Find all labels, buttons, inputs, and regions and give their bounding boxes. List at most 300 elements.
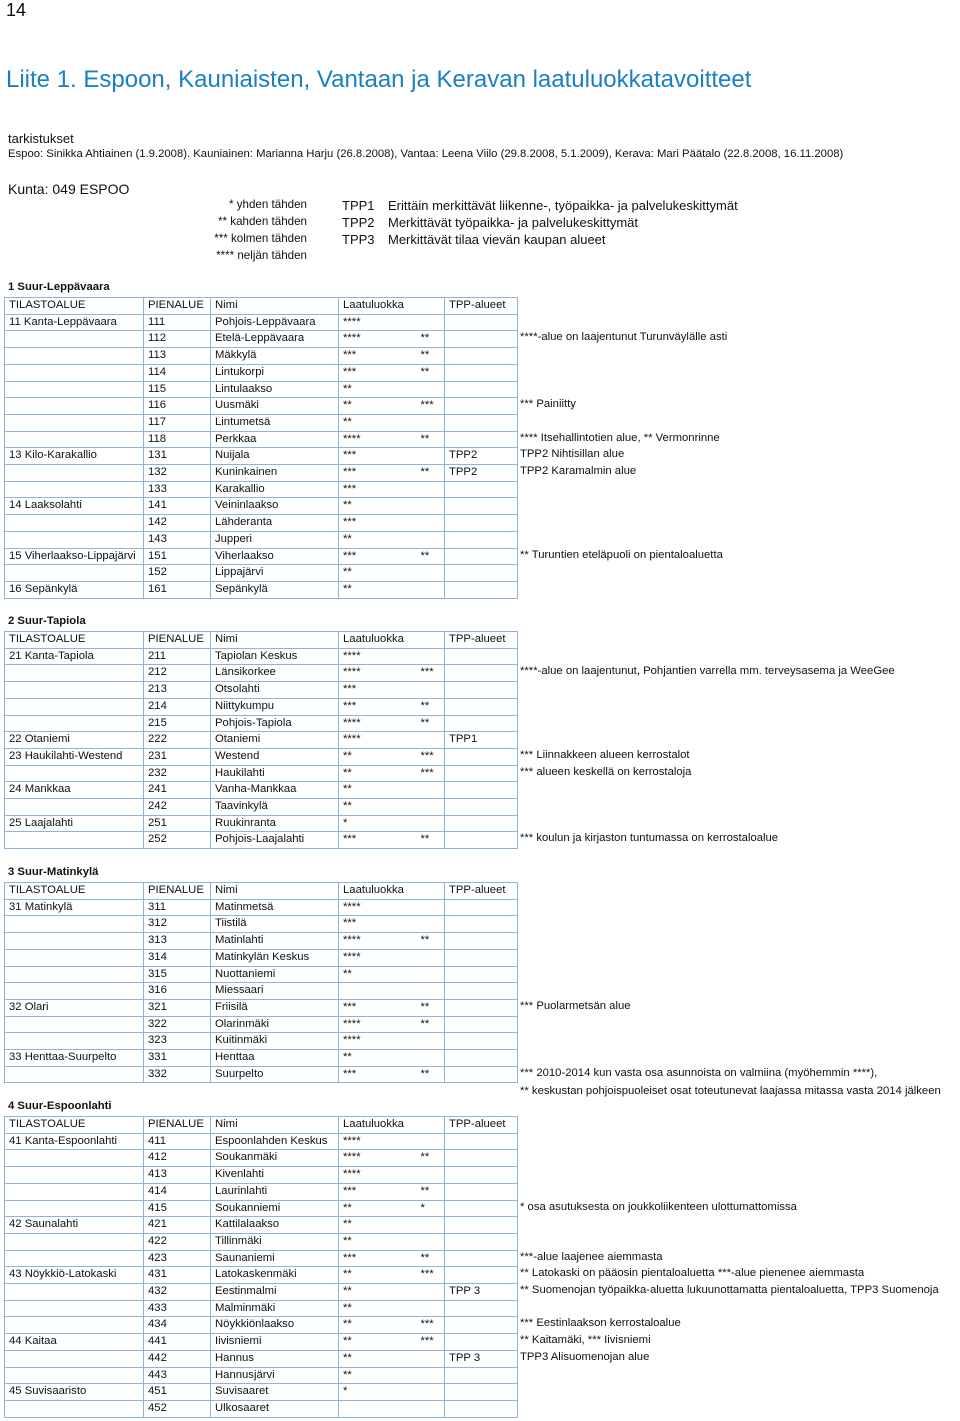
region-title: 2 Suur-Tapiola <box>8 615 86 627</box>
quality-cell: ** <box>339 782 417 799</box>
name-cell: Soukanniemi <box>211 1200 339 1217</box>
pienalue-cell: 316 <box>144 983 211 1000</box>
pienalue-cell: 115 <box>144 381 211 398</box>
tpp-cell <box>445 431 518 448</box>
tilastoalue-cell <box>5 381 144 398</box>
quality-cell: ** <box>339 581 417 598</box>
tilastoalue-cell <box>5 983 144 1000</box>
tilastoalue-cell <box>5 765 144 782</box>
quality2-cell <box>417 581 445 598</box>
table-row <box>5 364 518 381</box>
pienalue-cell: 315 <box>144 966 211 983</box>
quality2-cell <box>417 648 445 665</box>
tpp-cell <box>445 1150 518 1167</box>
name-cell: Matinlahti <box>211 933 339 950</box>
region-table <box>4 1116 518 1418</box>
name-cell: Nuottaniemi <box>211 966 339 983</box>
pienalue-cell: 431 <box>144 1267 211 1284</box>
quality-cell: ** <box>339 1284 417 1301</box>
tilastoalue-cell <box>5 1150 144 1167</box>
tilastoalue-cell <box>5 431 144 448</box>
legend-star-3: *** kolmen tähden <box>214 232 307 245</box>
tilastoalue-cell <box>5 348 144 365</box>
name-cell: Mäkkylä <box>211 348 339 365</box>
quality2-cell <box>417 565 445 582</box>
table-row <box>5 1334 518 1351</box>
name-cell: Suurpelto <box>211 1066 339 1083</box>
name-cell: Miessaari <box>211 983 339 1000</box>
tilastoalue-cell: 31 Matinkylä <box>5 899 144 916</box>
pienalue-cell: 331 <box>144 1050 211 1067</box>
row-note: TPP2 Nihtisillan alue <box>520 448 625 461</box>
pienalue-cell: 113 <box>144 348 211 365</box>
name-cell: Tiistilä <box>211 916 339 933</box>
table-row <box>5 933 518 950</box>
name-cell: Laurinlahti <box>211 1183 339 1200</box>
quality-cell: *** <box>339 916 417 933</box>
name-cell: Ruukinranta <box>211 815 339 832</box>
pienalue-cell: 231 <box>144 748 211 765</box>
quality-cell: **** <box>339 732 417 749</box>
legend-tpp3-code: TPP3 <box>342 232 375 247</box>
pienalue-cell: 114 <box>144 364 211 381</box>
name-cell: Latokaskenmäki <box>211 1267 339 1284</box>
name-cell: Lintukorpi <box>211 364 339 381</box>
quality2-cell <box>417 1167 445 1184</box>
quality-cell: **** <box>339 1150 417 1167</box>
pienalue-cell: 452 <box>144 1400 211 1417</box>
tpp-cell <box>445 1384 518 1401</box>
quality-cell: *** <box>339 364 417 381</box>
name-cell: Tillinmäki <box>211 1233 339 1250</box>
tpp-cell <box>445 1334 518 1351</box>
tilastoalue-cell <box>5 1066 144 1083</box>
header-cell: Laatuluokka <box>339 883 417 900</box>
quality2-cell <box>417 682 445 699</box>
quality-cell: ** <box>339 748 417 765</box>
quality2-cell <box>417 1384 445 1401</box>
name-cell: Olarinmäki <box>211 1016 339 1033</box>
header-cell <box>417 298 445 315</box>
table-row <box>5 1133 518 1150</box>
pienalue-cell: 152 <box>144 565 211 582</box>
tilastoalue-cell: 41 Kanta-Espoonlahti <box>5 1133 144 1150</box>
table-row <box>5 548 518 565</box>
pienalue-cell: 215 <box>144 715 211 732</box>
name-cell: Sepänkylä <box>211 581 339 598</box>
tpp-cell <box>445 1367 518 1384</box>
tpp-cell <box>445 899 518 916</box>
tpp-cell <box>445 1133 518 1150</box>
quality-cell: **** <box>339 331 417 348</box>
tilastoalue-cell: 24 Mankkaa <box>5 782 144 799</box>
quality-cell: ** <box>339 1350 417 1367</box>
pienalue-cell: 443 <box>144 1367 211 1384</box>
tilastoalue-cell: 13 Kilo-Karakallio <box>5 448 144 465</box>
pienalue-cell: 232 <box>144 765 211 782</box>
table-row <box>5 331 518 348</box>
tpp-cell <box>445 414 518 431</box>
pienalue-cell: 313 <box>144 933 211 950</box>
quality2-cell <box>417 498 445 515</box>
quality-cell: *** <box>339 348 417 365</box>
quality2-cell: *** <box>417 398 445 415</box>
table-row <box>5 1167 518 1184</box>
header-cell: Nimi <box>211 298 339 315</box>
name-cell: Haukilahti <box>211 765 339 782</box>
pienalue-cell: 414 <box>144 1183 211 1200</box>
quality-cell: *** <box>339 548 417 565</box>
pienalue-cell: 433 <box>144 1300 211 1317</box>
legend-star-1: * yhden tähden <box>228 198 307 211</box>
header-cell: TPP-alueet <box>445 1117 518 1134</box>
tilastoalue-cell <box>5 1233 144 1250</box>
tilastoalue-cell: 42 Saunalahti <box>5 1217 144 1234</box>
table-row <box>5 565 518 582</box>
pienalue-cell: 411 <box>144 1133 211 1150</box>
table-row <box>5 1250 518 1267</box>
header-cell: TILASTOALUE <box>5 883 144 900</box>
table-row <box>5 1317 518 1334</box>
table-row <box>5 515 518 532</box>
quality2-cell <box>417 448 445 465</box>
table-row <box>5 1367 518 1384</box>
quality-cell <box>339 1400 417 1417</box>
name-cell: Pohjois-Tapiola <box>211 715 339 732</box>
quality-cell: ** <box>339 1233 417 1250</box>
quality2-cell <box>417 732 445 749</box>
pienalue-cell: 311 <box>144 899 211 916</box>
tpp-cell <box>445 581 518 598</box>
quality-cell: *** <box>339 1250 417 1267</box>
table-row <box>5 815 518 832</box>
quality-cell: ** <box>339 1050 417 1067</box>
tpp-cell <box>445 1050 518 1067</box>
pienalue-cell: 133 <box>144 481 211 498</box>
page-number: 14 <box>6 0 27 20</box>
tpp-cell <box>445 314 518 331</box>
table-row <box>5 899 518 916</box>
table-row <box>5 1033 518 1050</box>
pienalue-cell: 321 <box>144 999 211 1016</box>
pienalue-cell: 451 <box>144 1384 211 1401</box>
name-cell: Espoonlahden Keskus <box>211 1133 339 1150</box>
quality-cell: *** <box>339 465 417 482</box>
quality-cell: *** <box>339 832 417 849</box>
row-note: * osa asutuksesta on joukkoliikenteen ulottumattomissa <box>520 1200 797 1213</box>
name-cell: Etelä-Leppävaara <box>211 331 339 348</box>
row-note: ** Latokaski on pääosin pientaloaluetta ***-alue pienenee aiemmasta <box>520 1267 865 1280</box>
tilastoalue-cell <box>5 531 144 548</box>
row-note: *** Painiitty <box>520 398 576 411</box>
tpp-cell <box>445 531 518 548</box>
row-note: ** Turuntien eteläpuoli on pientaloaluetta <box>520 548 723 561</box>
tpp-cell <box>445 498 518 515</box>
name-cell: Saunaniemi <box>211 1250 339 1267</box>
pienalue-cell: 422 <box>144 1233 211 1250</box>
tpp-cell <box>445 364 518 381</box>
row-note: ****-alue on laajentunut, Pohjantien varrella mm. terveysasema ja WeeGee <box>520 665 895 678</box>
region-table <box>4 882 518 1083</box>
tilastoalue-cell <box>5 515 144 532</box>
tpp-cell <box>445 398 518 415</box>
name-cell: Soukanmäki <box>211 1150 339 1167</box>
quality-cell: **** <box>339 665 417 682</box>
quality-cell: **** <box>339 1133 417 1150</box>
quality2-cell: *** <box>417 665 445 682</box>
quality-cell: *** <box>339 698 417 715</box>
name-cell: Malminmäki <box>211 1300 339 1317</box>
quality-cell <box>339 983 417 1000</box>
quality-cell: * <box>339 815 417 832</box>
quality-cell: ** <box>339 1217 417 1234</box>
quality2-cell: ** <box>417 1066 445 1083</box>
name-cell: Taavinkylä <box>211 799 339 816</box>
quality2-cell <box>417 1033 445 1050</box>
quality-cell: ** <box>339 1300 417 1317</box>
tilastoalue-cell <box>5 1350 144 1367</box>
tpp-cell <box>445 1267 518 1284</box>
name-cell: Eestinmalmi <box>211 1284 339 1301</box>
tilastoalue-cell <box>5 465 144 482</box>
pienalue-cell: 442 <box>144 1350 211 1367</box>
tpp-cell <box>445 1250 518 1267</box>
legend-tpp3-desc: Merkittävät tilaa vievän kaupan alueet <box>388 232 606 247</box>
table-row <box>5 732 518 749</box>
row-note: ***-alue laajenee aiemmasta <box>520 1250 663 1263</box>
table-row <box>5 1384 518 1401</box>
table-row <box>5 531 518 548</box>
pienalue-cell: 132 <box>144 465 211 482</box>
name-cell: Veininlaakso <box>211 498 339 515</box>
region-title: 4 Suur-Espoonlahti <box>8 1100 112 1112</box>
table-row <box>5 999 518 1016</box>
table-header-row <box>5 1117 518 1134</box>
table-row <box>5 1267 518 1284</box>
tilastoalue-cell <box>5 832 144 849</box>
table-row <box>5 465 518 482</box>
tpp-cell <box>445 1233 518 1250</box>
quality2-cell: *** <box>417 1317 445 1334</box>
tilastoalue-cell <box>5 966 144 983</box>
tpp-cell <box>445 933 518 950</box>
quality2-cell: *** <box>417 1267 445 1284</box>
quality2-cell <box>417 916 445 933</box>
tpp-cell <box>445 916 518 933</box>
pienalue-cell: 112 <box>144 331 211 348</box>
pienalue-cell: 323 <box>144 1033 211 1050</box>
header-cell: Nimi <box>211 1117 339 1134</box>
quality2-cell <box>417 515 445 532</box>
tilastoalue-cell: 32 Olari <box>5 999 144 1016</box>
header-cell: TILASTOALUE <box>5 632 144 649</box>
row-note: ** Kaitamäki, *** Iivisniemi <box>520 1334 651 1347</box>
quality2-cell <box>417 414 445 431</box>
quality2-cell <box>417 983 445 1000</box>
quality2-cell: ** <box>417 348 445 365</box>
table-row <box>5 715 518 732</box>
table-row <box>5 431 518 448</box>
tilastoalue-cell <box>5 1167 144 1184</box>
name-cell: Viherlaakso <box>211 548 339 565</box>
tilastoalue-cell: 45 Suvisaaristo <box>5 1384 144 1401</box>
tilastoalue-cell <box>5 331 144 348</box>
pienalue-cell: 312 <box>144 916 211 933</box>
quality2-cell <box>417 1233 445 1250</box>
table-row <box>5 1400 518 1417</box>
pienalue-cell: 413 <box>144 1167 211 1184</box>
table-row <box>5 949 518 966</box>
table-row <box>5 1016 518 1033</box>
pienalue-cell: 117 <box>144 414 211 431</box>
tilastoalue-cell: 16 Sepänkylä <box>5 581 144 598</box>
header-cell: PIENALUE <box>144 1117 211 1134</box>
tilastoalue-cell: 25 Laajalahti <box>5 815 144 832</box>
tpp-cell <box>445 949 518 966</box>
tpp-cell <box>445 665 518 682</box>
name-cell: Kattilalaakso <box>211 1217 339 1234</box>
table-header-row <box>5 632 518 649</box>
tilastoalue-cell <box>5 364 144 381</box>
row-note: ** Suomenojan työpaikka-aluetta lukuunottamatta pientaloaluetta, TPP3 Suomenoja <box>520 1284 939 1296</box>
row-note: **** Itsehallintotien alue, ** Vermonrinne <box>520 431 720 444</box>
name-cell: Lähderanta <box>211 515 339 532</box>
pienalue-cell: 141 <box>144 498 211 515</box>
quality-cell: *** <box>339 448 417 465</box>
name-cell: Jupperi <box>211 531 339 548</box>
row-note: *** Puolarmetsän alue <box>520 999 631 1012</box>
quality2-cell <box>417 1284 445 1301</box>
pienalue-cell: 434 <box>144 1317 211 1334</box>
quality2-cell <box>417 899 445 916</box>
header-cell: Nimi <box>211 632 339 649</box>
table-row <box>5 448 518 465</box>
tpp-cell <box>445 548 518 565</box>
quality2-cell: ** <box>417 548 445 565</box>
header-cell: Laatuluokka <box>339 1117 417 1134</box>
pienalue-cell: 211 <box>144 648 211 665</box>
quality-cell: ** <box>339 966 417 983</box>
quality-cell: *** <box>339 1066 417 1083</box>
pienalue-cell: 415 <box>144 1200 211 1217</box>
tpp-cell <box>445 715 518 732</box>
quality-cell: ** <box>339 498 417 515</box>
pienalue-cell: 212 <box>144 665 211 682</box>
quality2-cell <box>417 949 445 966</box>
table-row <box>5 1066 518 1083</box>
quality-cell: ** <box>339 1367 417 1384</box>
quality-cell: ** <box>339 1200 417 1217</box>
table-row <box>5 1233 518 1250</box>
tilastoalue-cell <box>5 1284 144 1301</box>
pienalue-cell: 161 <box>144 581 211 598</box>
header-cell: TPP-alueet <box>445 883 518 900</box>
name-cell: Kuninkainen <box>211 465 339 482</box>
name-cell: Niittykumpu <box>211 698 339 715</box>
tpp-cell <box>445 748 518 765</box>
quality-cell: **** <box>339 1016 417 1033</box>
tilastoalue-cell <box>5 1367 144 1384</box>
pienalue-cell: 421 <box>144 1217 211 1234</box>
legend-tpp1-code: TPP1 <box>342 198 375 213</box>
name-cell: Otsolahti <box>211 682 339 699</box>
quality2-cell: *** <box>417 748 445 765</box>
pienalue-cell: 412 <box>144 1150 211 1167</box>
name-cell: Karakallio <box>211 481 339 498</box>
quality2-cell <box>417 531 445 548</box>
name-cell: Lintulaakso <box>211 381 339 398</box>
row-note: *** Eestinlaakson kerrostaloalue <box>520 1317 681 1330</box>
pienalue-cell: 432 <box>144 1284 211 1301</box>
quality2-cell <box>417 1300 445 1317</box>
pienalue-cell: 441 <box>144 1334 211 1351</box>
quality2-cell <box>417 481 445 498</box>
tilastoalue-cell: 44 Kaitaa <box>5 1334 144 1351</box>
name-cell: Hannus <box>211 1350 339 1367</box>
tpp-cell <box>445 698 518 715</box>
row-note: ****-alue on laajentunut Turunväylälle asti <box>520 331 728 344</box>
table-row <box>5 983 518 1000</box>
table-row <box>5 1050 518 1067</box>
quality2-cell: ** <box>417 364 445 381</box>
table-row <box>5 481 518 498</box>
pienalue-cell: 251 <box>144 815 211 832</box>
tpp-cell <box>445 765 518 782</box>
quality2-cell: ** <box>417 933 445 950</box>
quality2-cell: ** <box>417 331 445 348</box>
tilastoalue-cell <box>5 1016 144 1033</box>
pienalue-cell: 252 <box>144 832 211 849</box>
table-row <box>5 398 518 415</box>
tilastoalue-cell: 43 Nöykkiö-Latokaski <box>5 1267 144 1284</box>
name-cell: Otaniemi <box>211 732 339 749</box>
table-row <box>5 498 518 515</box>
quality2-cell <box>417 815 445 832</box>
table-row <box>5 916 518 933</box>
quality-cell: ** <box>339 1267 417 1284</box>
row-note: *** Liinnakkeen alueen kerrostalot <box>520 748 690 761</box>
pienalue-cell: 142 <box>144 515 211 532</box>
table-row <box>5 1300 518 1317</box>
quality-cell: ** <box>339 1317 417 1334</box>
quality2-cell: ** <box>417 1016 445 1033</box>
tpp-cell: TPP2 <box>445 465 518 482</box>
table-row <box>5 1150 518 1167</box>
quality-cell: *** <box>339 999 417 1016</box>
table-row <box>5 765 518 782</box>
legend-tpp2-desc: Merkittävät työpaikka- ja palvelukeskittymät <box>388 215 638 230</box>
tilastoalue-cell <box>5 682 144 699</box>
tilastoalue-cell <box>5 799 144 816</box>
checkers-line: Espoo: Sinikka Ahtiainen (1.9.2008). Kauniainen: Marianna Harju (26.8.2008), Vantaa: Leena Viilo (29.8.2008, 5.1.2009), Kerava: Mari Päätalo (22.8.2008, 16.11.2008) <box>8 148 844 160</box>
quality-cell: **** <box>339 1167 417 1184</box>
pienalue-cell: 151 <box>144 548 211 565</box>
quality-cell: *** <box>339 481 417 498</box>
quality2-cell <box>417 1133 445 1150</box>
tilastoalue-cell: 33 Henttaa-Suurpelto <box>5 1050 144 1067</box>
row-note: TPP2 Karamalmin alue <box>520 465 637 477</box>
tilastoalue-cell <box>5 414 144 431</box>
quality-cell: ** <box>339 381 417 398</box>
table-row <box>5 665 518 682</box>
tilastoalue-cell <box>5 1033 144 1050</box>
quality-cell: *** <box>339 515 417 532</box>
header-cell: TPP-alueet <box>445 298 518 315</box>
quality2-cell: ** <box>417 715 445 732</box>
tilastoalue-cell <box>5 565 144 582</box>
quality2-cell <box>417 1050 445 1067</box>
row-note: *** alueen keskellä on kerrostaloja <box>520 765 692 778</box>
